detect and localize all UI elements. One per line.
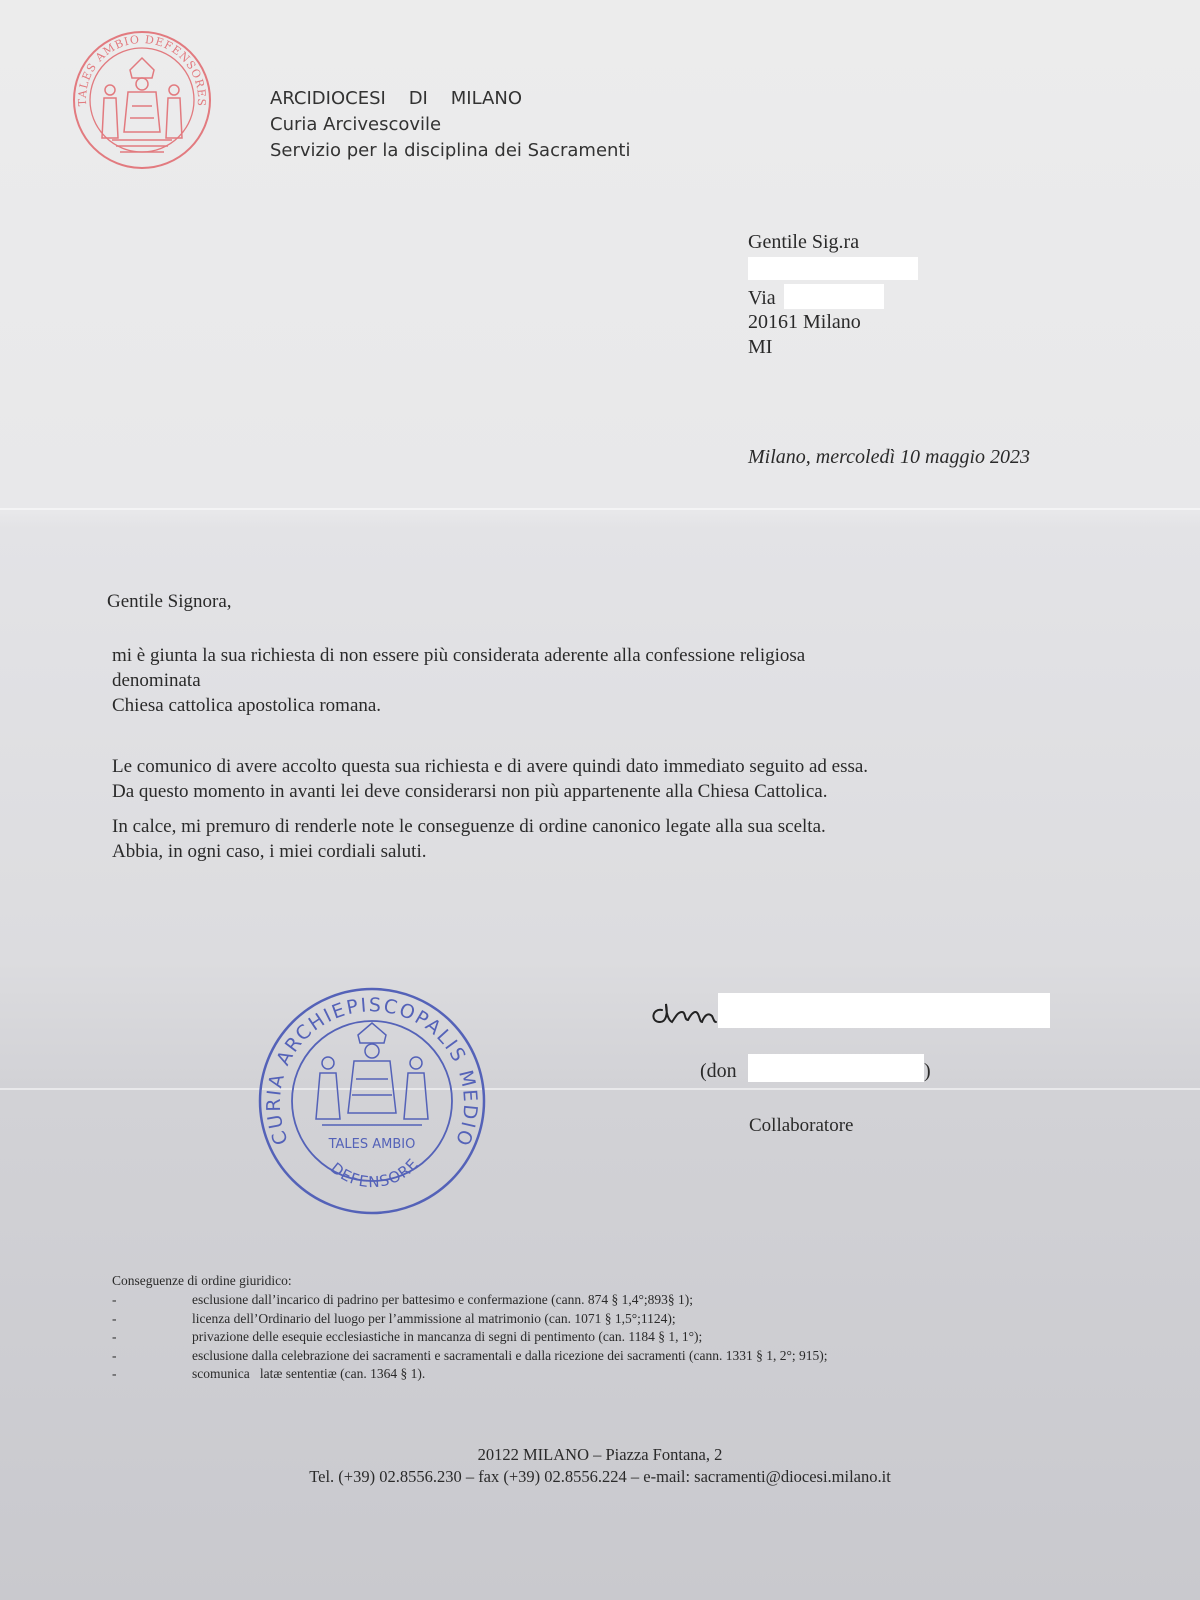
consequences-section (112, 1272, 1112, 1384)
stamp-outer-text: CURIA ARCHIEPISCOPALIS MEDIO (262, 994, 482, 1151)
footer-address (0, 1444, 1200, 1488)
signatory-role: Collaboratore (749, 1115, 854, 1136)
redacted-name (748, 257, 918, 280)
list-dash: - (112, 1292, 117, 1307)
p3-line-1: In calce, mi premuro di renderle note le conseguenze di ordine canonico legate alla sua scelta. (112, 816, 826, 837)
letterhead (270, 86, 630, 164)
stamp-inner-line-2: DEFENSORE (327, 1154, 423, 1192)
p1-line-2: denominata (112, 670, 201, 691)
list-dash: - (112, 1310, 117, 1326)
consequences-title: Conseguenze di ordine giuridico: (112, 1273, 292, 1288)
signatory-printed-suffix: ) (924, 1060, 931, 1082)
curia-stamp (252, 985, 492, 1217)
greeting: Gentile Signora, (107, 591, 232, 612)
redacted-signatory-name (748, 1054, 924, 1082)
office-name: Servizio per la disciplina dei Sacramenti (270, 140, 631, 161)
list-dash: - (112, 1366, 117, 1381)
footer-line-2: Tel. (+39) 02.8556.230 – fax (+39) 02.8556.224 – e-mail: sacramenti@diocesi.milano.it (309, 1467, 891, 1486)
p2-line-2: Da questo momento in avanti lei deve considerarsi non più appartenente alla Chiesa Cattolica. (112, 781, 828, 802)
list-dash: - (112, 1347, 117, 1363)
list-item (112, 1310, 1112, 1329)
list-item-text: esclusione dalla celebrazione dei sacramenti e sacramentali e dalla ricezione dei sacramenti (cann. 1331 § 1, 2°; 915); (192, 1347, 828, 1363)
paragraph-2 (112, 754, 1162, 804)
paragraph-3 (112, 814, 1162, 864)
list-item-text: privazione delle esequie ecclesiastiche in mancanza di segni di pentimento (can. 1184 § 1, 1°); (192, 1329, 703, 1344)
diocese-seal-logo (68, 28, 216, 170)
list-item-text: scomunica latæ sententiæ (can. 1364 § 1). (192, 1366, 426, 1381)
list-item-text: esclusione dall’incarico di padrino per battesimo e confermazione (cann. 874 § 1,4°;893§ 1); (192, 1292, 693, 1307)
list-item (112, 1291, 1112, 1310)
list-item-text: licenza dell’Ordinario del luogo per l’ammissione al matrimonio (can. 1071 § 1,5°;1124); (192, 1310, 676, 1326)
redacted-street (784, 284, 884, 309)
redacted-signature-name (718, 993, 1050, 1028)
svg-text:TALES AMBIO DEFENSORES: TALES AMBIO DEFENSORES (75, 33, 209, 108)
p2-line-1: Le comunico di avere accolto questa sua richiesta e di avere quindi dato immediato seguito ad essa. (112, 756, 869, 777)
handwritten-signature (648, 998, 718, 1030)
recipient-city: 20161 Milano (748, 311, 861, 333)
signatory-printed-prefix: (don (700, 1060, 737, 1082)
diocese-name: ARCIDIOCESI DI MILANO (270, 88, 522, 109)
recipient-salutation: Gentile Sig.ra (748, 231, 860, 253)
recipient-province: MI (748, 336, 773, 358)
p3-line-2: Abbia, in ogni caso, i miei cordiali saluti. (112, 841, 427, 862)
paragraph-1 (112, 643, 1112, 718)
footer-line-1: 20122 MILANO – Piazza Fontana, 2 (477, 1445, 723, 1464)
recipient-street-prefix: Via (748, 287, 776, 309)
list-item (112, 1328, 1112, 1347)
list-item (112, 1347, 1112, 1366)
list-dash: - (112, 1329, 117, 1344)
date-line: Milano, mercoledì 10 maggio 2023 (748, 446, 1031, 468)
list-item (112, 1365, 1112, 1384)
signature-scribble (648, 998, 718, 1030)
curia-name: Curia Arcivescovile (270, 114, 442, 135)
p1-line-1: mi è giunta la sua richiesta di non essere più considerata aderente alla confessione religiosa (112, 645, 806, 666)
stamp-inner-line-1: TALES AMBIO (328, 1137, 416, 1152)
p1-line-3: Chiesa cattolica apostolica romana. (112, 695, 382, 716)
